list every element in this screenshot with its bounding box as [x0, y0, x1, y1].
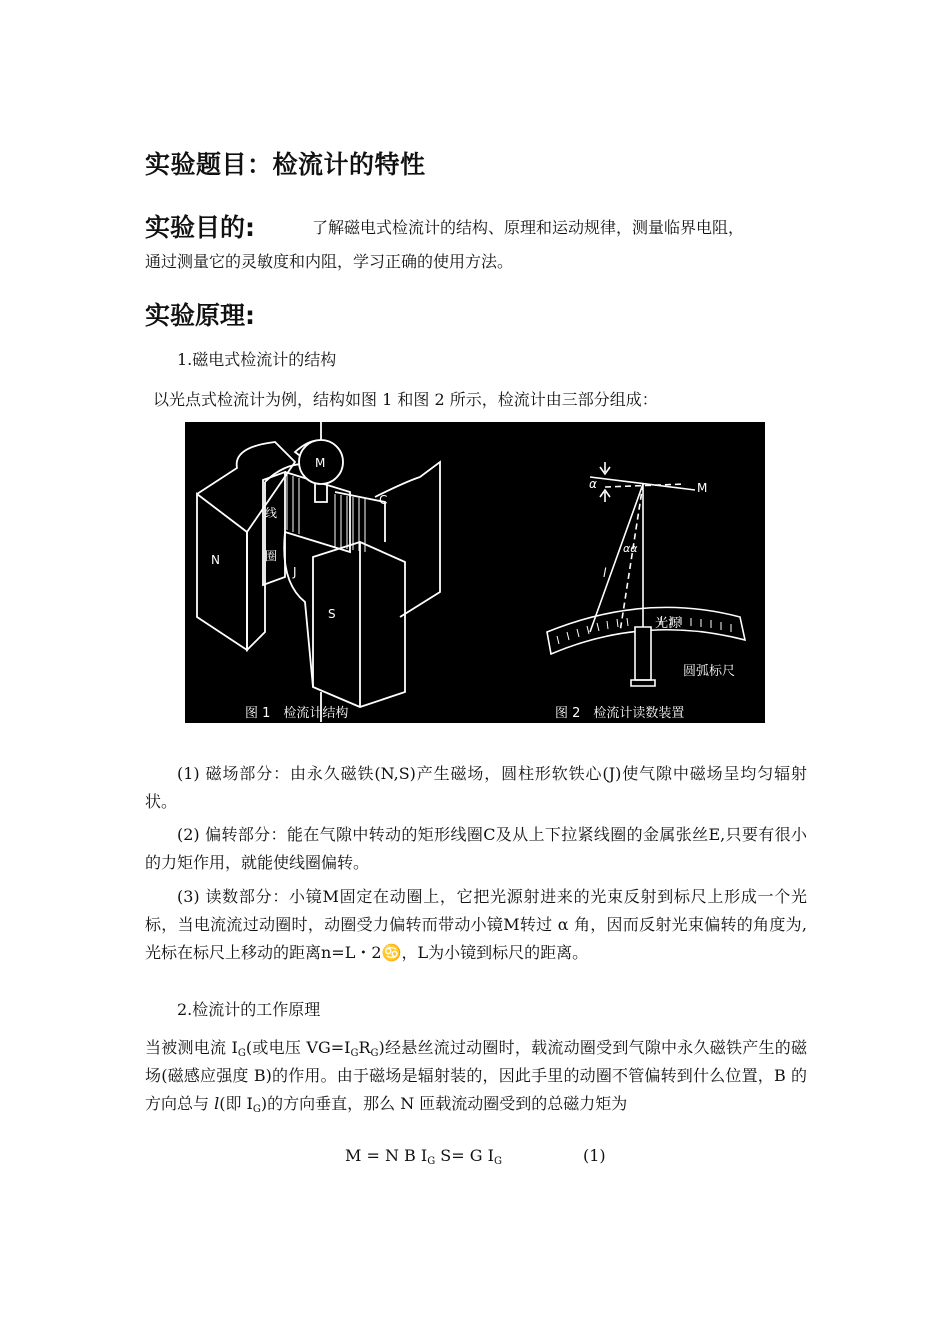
- torque-formula: M = N B $I_G$ S= G $I_G$ (1): [345, 1146, 606, 1167]
- principle-heading: 实验原理:: [145, 301, 255, 330]
- item-reading: (3) 读数部分：小镜M固定在动圈上，它把光源射进来的光束反射到标尺上形成一个光标，当电流流过动圈时，动圈受力偏转而带动小镜M转过 α 角，因而反射光束偏转的角度为,光标在标尺上移动的距离n=L・2♋，L为小镜到标尺的距离。: [145, 887, 807, 962]
- fig1-label-s: S: [328, 607, 336, 621]
- fig2-label-l: l: [603, 566, 607, 580]
- fig1-label-coil-1: 线: [265, 506, 278, 520]
- fig1-label-c: C: [379, 493, 388, 507]
- structure-intro: 以光点式检流计为例，结构如图 1 和图 2 所示，检流计由三部分组成：: [153, 390, 658, 409]
- working-principle-paragraph: 当被测电流 $I_G$(或电压 $VG=I_GR_G$)经悬丝流过动圈时，载流动圈受到气隙中永久磁铁产生的磁场(磁感应强度 B)的作用。由于磁场是辐射装的，因此手里的动圈不管偏转到什么位置，B 的方向总与 l(即 $I_G$)的方向垂直，那么 N 匝载流动圈受到的总磁力矩为: [145, 1038, 807, 1115]
- experiment-title: 实验题目：检流计的特性: [145, 150, 426, 179]
- subheading-working-principle: 2.检流计的工作原理: [177, 1000, 321, 1019]
- formula-number: (1): [583, 1146, 606, 1165]
- galvanometer-figure: [185, 422, 765, 723]
- fig2-label-scale: 圆弧标尺: [683, 664, 736, 679]
- purpose-heading: 实验目的:: [145, 213, 255, 242]
- fig2-label-alpha: α: [589, 477, 597, 491]
- purpose-line-2: 通过测量它的灵敏度和内阻，学习正确的使用方法。: [145, 252, 514, 271]
- fig2-label-alpha-alpha: αα: [623, 542, 638, 555]
- purpose-line-1: 了解磁电式检流计的结构、原理和运动规律，测量临界电阻，: [312, 218, 745, 237]
- figure-drawing: [185, 422, 765, 723]
- item-magnetic-field: (1) 磁场部分：由永久磁铁(N,S)产生磁场，圆柱形软铁心(J)使气隙中磁场呈均匀辐射状。: [145, 764, 807, 811]
- fig2-label-m: M: [697, 481, 708, 495]
- fig1-label-n: N: [211, 553, 220, 567]
- subheading-structure: 1.磁电式检流计的结构: [177, 350, 337, 369]
- fig2-caption: 图 2 检流计读数装置: [555, 706, 685, 721]
- item-deflection: (2) 偏转部分：能在气隙中转动的矩形线圈C及从上下拉紧线圈的金属张丝E,只要有很小的力矩作用，就能使线圈偏转。: [145, 825, 807, 872]
- fig1-label-coil-2: 圈: [265, 549, 278, 563]
- fig1-caption: 图 1 检流计结构: [245, 706, 349, 721]
- fig1-label-m: M: [315, 456, 326, 470]
- fig1-label-j: J: [293, 565, 297, 579]
- fig2-label-source: 光源: [655, 616, 682, 631]
